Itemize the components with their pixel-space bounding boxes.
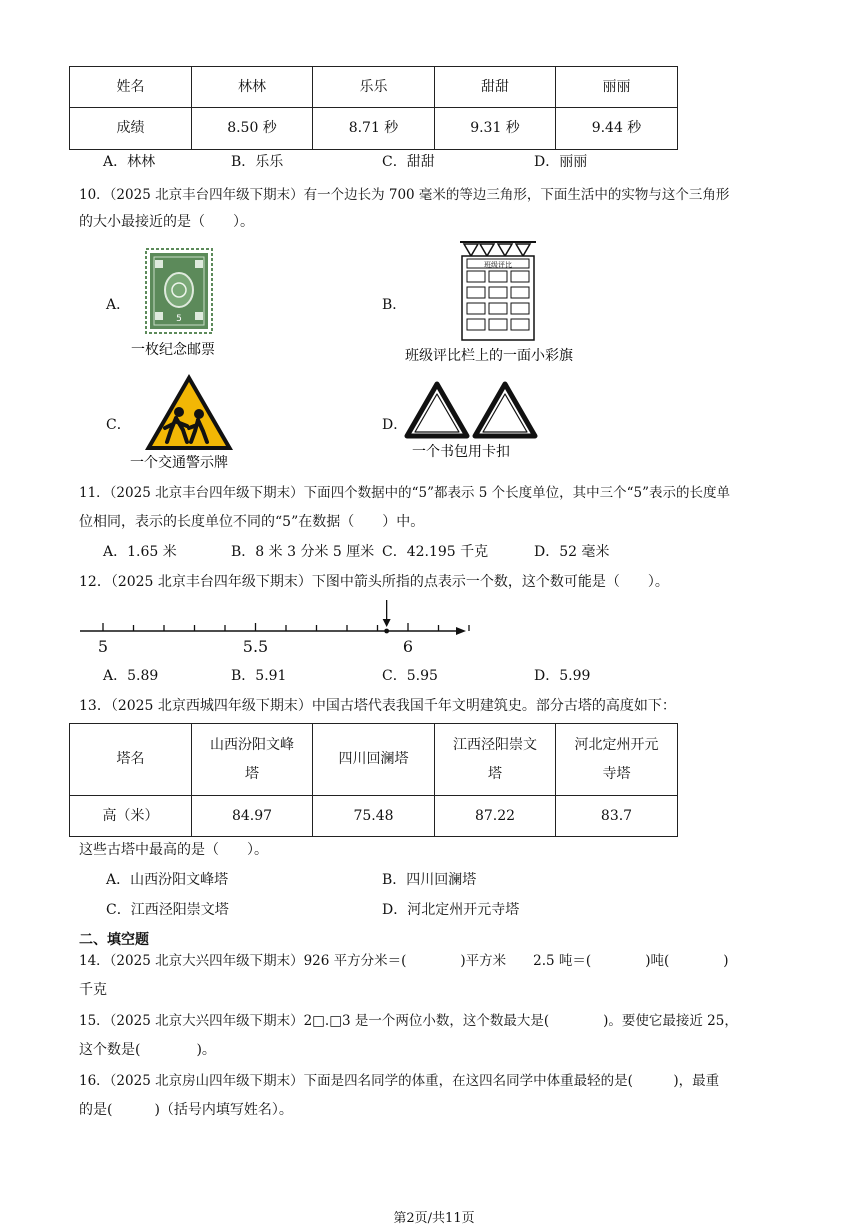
pagoda-header-cell: 河北定州开元寺塔 (556, 724, 678, 796)
pagoda-header-cell: 四川回澜塔 (313, 724, 435, 796)
q16-text-line1: 16．（2025 北京房山四年级下期末）下面是四名同学的体重，在这四名同学中体重最轻的是( )，最重 (79, 1073, 720, 1089)
q11-text-line1: 11．（2025 北京丰台四年级下期末）下面四个数据中的“5”都表示 5 个长度单位，其中三个“5”表示的长度单 (79, 485, 731, 501)
q10-label-c: C． (106, 417, 131, 433)
q10-label-b: B． (382, 297, 407, 313)
caption-flag: 班级评比栏上的一面小彩旗 (405, 348, 573, 364)
number-line-label: 6 (402, 637, 414, 656)
q13-option-d: D．河北定州开元寺塔 (382, 902, 520, 918)
score-cell: 成绩 (70, 108, 192, 150)
q11-option-d: D．52 毫米 (534, 544, 610, 560)
pagoda-height-cell: 84.97 (192, 796, 313, 837)
q11-option-a: A．1.65 米 (103, 544, 177, 560)
q14-text-line2: 千克 (79, 982, 107, 998)
warning-sign-image (143, 372, 235, 452)
pagoda-header-cell: 塔名 (70, 724, 192, 796)
q14-text-line1: 14．（2025 北京大兴四年级下期末）926 平方分米＝( )平方米 2.5 吨＝( )吨( ) (79, 953, 729, 969)
q12-option-c: C．5.95 (382, 668, 438, 684)
pagoda-header-cell: 江西泾阳崇文塔 (435, 724, 556, 796)
flag-board-image (458, 239, 538, 341)
q15-text-line2: 这个数是( )。 (79, 1042, 216, 1058)
q15-text-line1: 15．（2025 北京大兴四年级下期末）2□.□3 是一个两位小数，这个数最大是( )。要使它最接近 25， (79, 1013, 738, 1029)
score-header-cell: 甜甜 (435, 67, 556, 108)
page-footer: 第2页/共11页 (393, 1211, 475, 1226)
score-header-cell: 丽丽 (556, 67, 678, 108)
caption-buckle: 一个书包用卡扣 (412, 444, 510, 460)
q10-text-line1: 10．（2025 北京丰台四年级下期末）有一个边长为 700 毫米的等边三角形，下面生活中的实物与这个三角形 (79, 187, 730, 203)
score-cell: 9.44 秒 (556, 108, 678, 150)
q12-option-d: D．5.99 (534, 668, 591, 684)
pagoda-table (69, 723, 678, 837)
buckle-image (403, 380, 541, 442)
number-line-label: 5 (97, 637, 109, 656)
q9-option-b: B．乐乐 (231, 154, 284, 170)
q13-option-a: A．山西汾阳文峰塔 (106, 872, 229, 888)
q9-option-d: D．丽丽 (534, 154, 588, 170)
score-table (69, 66, 678, 150)
q13-text-line1: 13．（2025 北京西城四年级下期末）中国古塔代表我国千年文明建筑史。部分古塔的高度如下： (79, 698, 676, 714)
score-cell: 8.71 秒 (313, 108, 435, 150)
number-line-arrowhead (456, 627, 466, 635)
pagoda-height-cell: 75.48 (313, 796, 435, 837)
pointed-point (384, 629, 389, 634)
q10-label-a: A． (106, 297, 131, 313)
number-line-label: 5.5 (242, 637, 269, 656)
stamp-image (145, 248, 213, 334)
q10-text-line2: 的大小最接近的是（ ）。 (79, 214, 254, 230)
pointer-arrow-head (383, 619, 391, 627)
q13-question: 这些古塔中最高的是（ ）。 (79, 842, 268, 858)
score-cell: 8.50 秒 (192, 108, 313, 150)
q13-option-c: C．江西泾阳崇文塔 (106, 902, 229, 918)
caption-stamp: 一枚纪念邮票 (131, 342, 215, 358)
q9-option-a: A．林林 (103, 154, 156, 170)
q12-text-line1: 12．（2025 北京丰台四年级下期末）下图中箭头所指的点表示一个数，这个数可能是（ ）。 (79, 574, 669, 590)
score-header-cell: 姓名 (70, 67, 192, 108)
q13-option-b: B．四川回澜塔 (382, 872, 477, 888)
q16-text-line2: 的是( )（括号内填写姓名）。 (79, 1102, 293, 1118)
score-header-cell: 林林 (192, 67, 313, 108)
q11-text-line2: 位相同，表示的长度单位不同的“5”在数据（ ）中。 (79, 514, 425, 530)
pagoda-height-cell: 83.7 (556, 796, 678, 837)
section-title: 二、填空题 (79, 932, 149, 948)
pagoda-height-cell: 87.22 (435, 796, 556, 837)
score-header-cell: 乐乐 (313, 67, 435, 108)
board-title: 班级评比 (484, 261, 512, 269)
q12-option-a: A．5.89 (103, 668, 159, 684)
stamp-value: 5 (176, 314, 182, 324)
q11-option-b: B．8 米 3 分米 5 厘米 (231, 544, 375, 560)
q10-label-d: D． (382, 417, 408, 433)
number-line (70, 598, 480, 660)
caption-warning-sign: 一个交通警示牌 (130, 455, 228, 471)
pagoda-header-cell: 山西汾阳文峰塔 (192, 724, 313, 796)
score-cell: 9.31 秒 (435, 108, 556, 150)
q11-option-c: C．42.195 千克 (382, 544, 489, 560)
q12-option-b: B．5.91 (231, 668, 287, 684)
pagoda-height-cell: 高（米） (70, 796, 192, 837)
q9-option-c: C．甜甜 (382, 154, 435, 170)
